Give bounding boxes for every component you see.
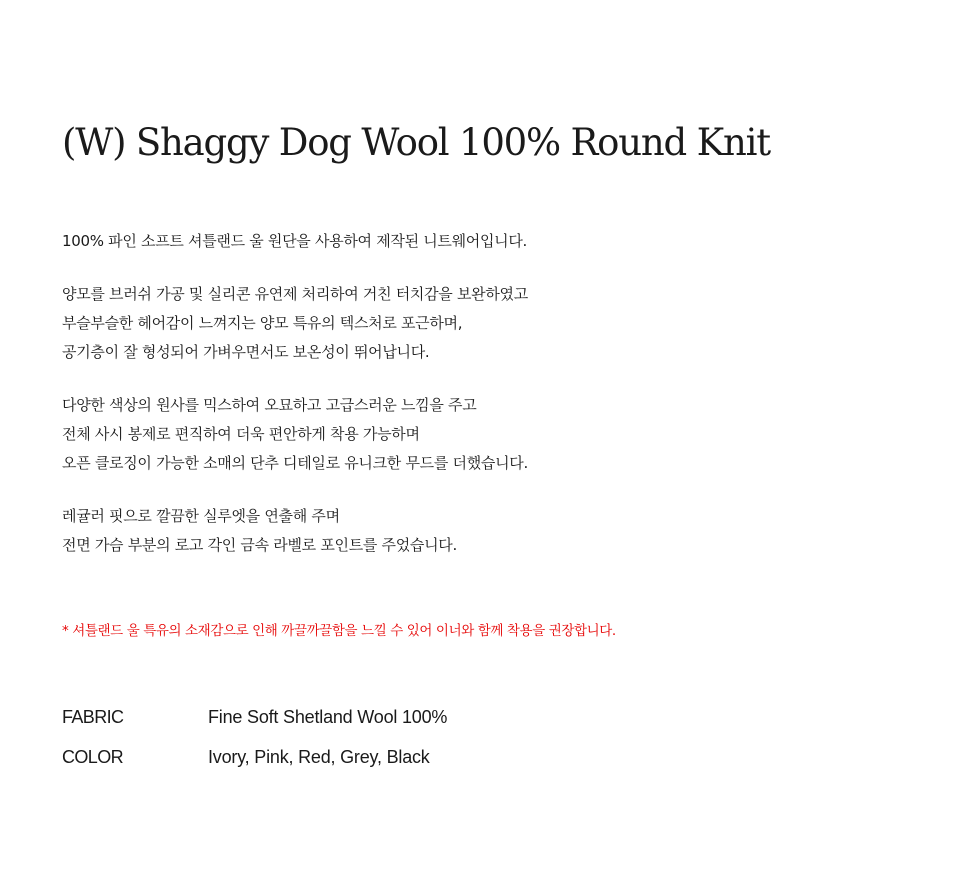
description-line: 오픈 클로징이 가능한 소매의 단추 디테일로 유니크한 무드를 더했습니다. (62, 454, 528, 472)
spec-row-color (62, 737, 862, 777)
description-paragraph-4 (62, 502, 922, 560)
spec-value: Fine Soft Shetland Wool 100% (208, 706, 448, 727)
spec-label: FABRIC (62, 706, 124, 727)
description-line: 다양한 색상의 원사를 믹스하여 오묘하고 고급스러운 느낌을 주고 (62, 396, 477, 414)
product-title: (W) Shaggy Dog Wool 100% Round Knit (62, 121, 770, 164)
description-paragraph-1 (62, 227, 922, 256)
description-line: 레귤러 핏으로 깔끔한 실루엣을 연출해 주며 (62, 507, 340, 525)
description-line: 공기층이 잘 형성되어 가벼우면서도 보온성이 뛰어납니다. (62, 343, 430, 361)
product-description (62, 227, 922, 584)
description-paragraph-2 (62, 280, 922, 367)
spec-label: COLOR (62, 746, 124, 767)
spec-row-fabric (62, 697, 862, 737)
description-line: 부슬부슬한 헤어감이 느껴지는 양모 특유의 텍스처로 포근하며, (62, 314, 463, 332)
spec-value: Ivory, Pink, Red, Grey, Black (208, 746, 430, 767)
description-line: 양모를 브러쉬 가공 및 실리콘 유연제 처리하여 거친 터치감을 보완하였고 (62, 285, 528, 303)
description-line: 전면 가슴 부분의 로고 각인 금속 라벨로 포인트를 주었습니다. (62, 536, 457, 554)
description-line: 100% 파인 소프트 셔틀랜드 울 원단을 사용하여 제작된 니트웨어입니다. (62, 232, 528, 250)
care-notice: * 셔틀랜드 울 특유의 소재감으로 인해 까끌까끌함을 느낄 수 있어 이너와 함께 착용을 권장합니다. (62, 623, 616, 639)
description-line: 전체 사시 봉제로 편직하여 더욱 편안하게 착용 가능하며 (62, 425, 420, 443)
spec-table (62, 697, 862, 777)
description-paragraph-3 (62, 391, 922, 478)
